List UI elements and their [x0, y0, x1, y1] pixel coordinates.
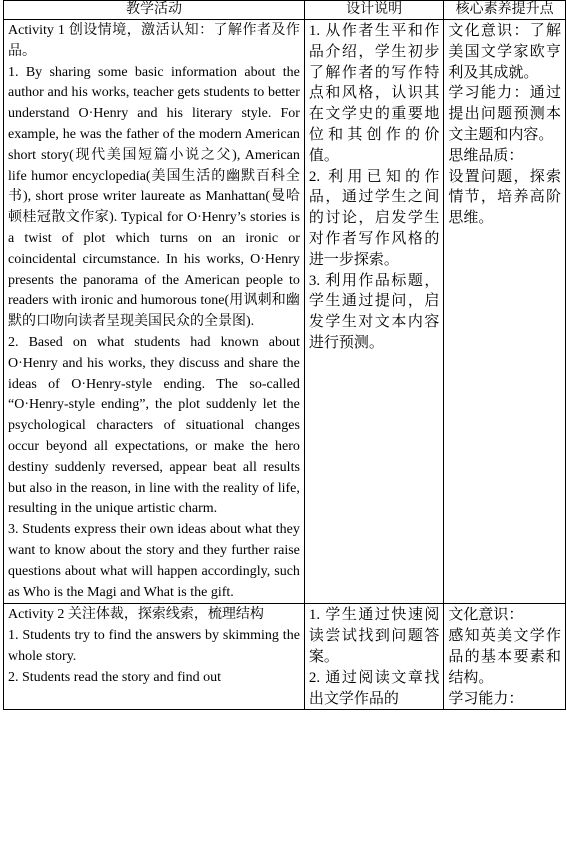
activity-title: Activity 1 创设情境，激活认知：了解作者及作品。	[8, 23, 300, 59]
literacy-point: 文化意识：	[448, 607, 524, 624]
design-note: 1. 学生通过快速阅读尝试找到问题答案。	[308, 607, 440, 665]
activity-step: 1. By sharing some basic information about the author and his works, teacher gets students to better understand O·Henry and his literary style. For example, he was the father of the modern American short story(现代美国短篇小说之父), American life humor encyclopedia(美国生活的幽默百科全书), short prose writer laureate as Manhattan(曼哈顿桂冠散文作家). Typical for O·Henry’s stories is a twist of plot which turns on an ironic or coincidental circumstance. In his works, O·Henry presents the panorama of the American people to readers with ironic and humorous tone(用讽刺和幽默的口吻向读者呈现美国民众的全景图).	[8, 64, 300, 330]
header-core-literacy: 核心素养提升点	[444, 1, 566, 20]
activity-title: Activity 2 关注体裁，探索线索，梳理结构	[8, 607, 264, 623]
lesson-plan-sheet	[3, 0, 566, 852]
design-note: 3. 利用作品标题，学生通过提问，启发学生对文本内容进行预测。	[308, 272, 440, 351]
design-note: 1. 从作者生平和作品介绍，学生初步了解作者的写作特点和风格，认识其在文学史的重要地位和其创作的价值。	[308, 23, 440, 164]
activity-step: 3. Students express their own ideas about what they want to know about the story and they further raise questions about what will happen accordingly, such as Who is the Magi and What is the gift.	[8, 522, 300, 600]
header-design-notes: 设计说明	[304, 1, 443, 20]
activity-step: 1. Students try to find the answers by skimming the whole story.	[8, 628, 300, 664]
activity-cell	[4, 20, 305, 604]
literacy-point: 感知英美文学作品的基本要素和结构。	[448, 628, 561, 686]
literacy-cell	[444, 20, 566, 604]
activity-cell	[4, 604, 305, 710]
design-note: 2. 利用已知的作品，通过学生之间的讨论，启发学生对作者写作风格的进一步探索。	[308, 168, 440, 268]
literacy-point: 思维品质：	[448, 147, 524, 164]
table-header-row	[4, 1, 566, 20]
header-teaching-activities: 教学活动	[4, 1, 305, 20]
table-row	[4, 604, 566, 710]
literacy-point: 学习能力：通过提出问题预测本文主题和内容。	[448, 85, 561, 143]
table-row	[4, 20, 566, 604]
literacy-point: 学习能力：	[448, 690, 524, 707]
lesson-plan-table	[3, 0, 566, 710]
literacy-point: 设置问题，探索情节，培养高阶思维。	[448, 168, 561, 227]
design-cell	[304, 20, 443, 604]
design-cell	[304, 604, 443, 710]
design-note: 2. 通过阅读文章找出文学作品的	[308, 669, 440, 707]
activity-step: 2. Students read the story and find out	[8, 669, 222, 685]
literacy-cell	[444, 604, 566, 710]
literacy-point: 文化意识：了解美国文学家欧亨利及其成就。	[448, 23, 561, 81]
activity-step: 2. Based on what students had known about O·Henry and his works, they discuss and share the ideas of O·Henry-style ending. The so-called “O·Henry-style ending”, the plot suddenly let the psychological characters of situational changes occur beyond all expectations, or make the hero destiny suddenly reversed, appear beat all results but also in the reason, in line with the reality of life, resulting in the unique artistic charm.	[8, 334, 300, 517]
